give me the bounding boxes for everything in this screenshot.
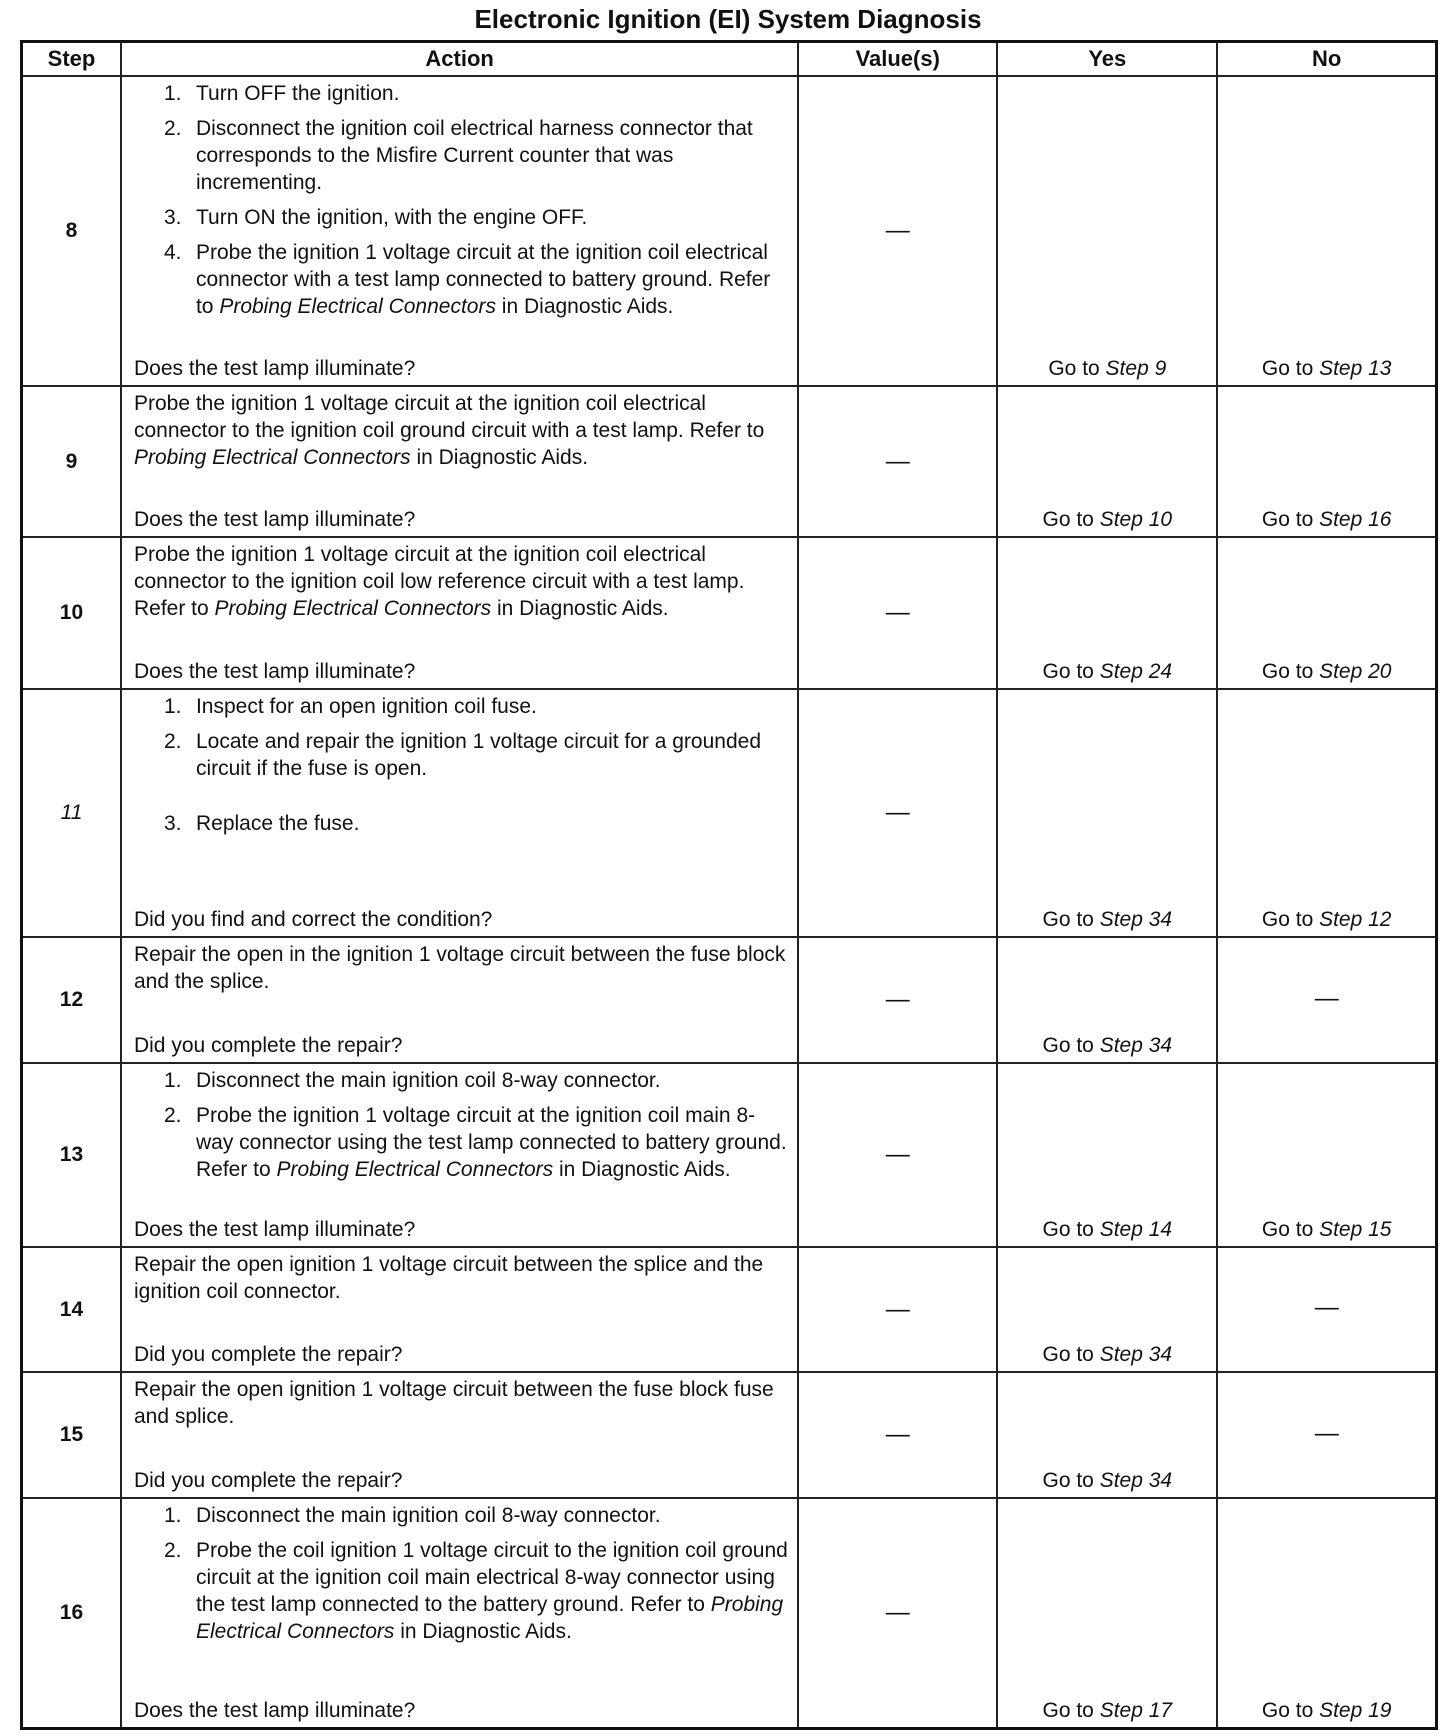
step-list-number: 3.: [163, 812, 182, 836]
table-row: [22, 689, 1437, 937]
step-list-number: 1.: [163, 1503, 182, 1527]
action-step: 3. Turn ON the ignition, with the engine OFF.: [163, 206, 588, 229]
no-cell: Go to Step 13: [1217, 76, 1436, 386]
yes-step-ref: Step 14: [1099, 1218, 1173, 1242]
action-text: Repair the open ignition 1 voltage circuit between the fuse block fuse and splice.: [133, 1378, 774, 1429]
question-text: Does the test lamp illuminate?: [133, 1699, 416, 1722]
yes-step-ref: Step 17: [1099, 1699, 1173, 1722]
action-step: 2. Probe the ignition 1 voltage circuit at the ignition coil main 8-way connector using the test lamp connected to battery ground. Refer to Probing Electrical Connectors in Diagnostic Aids.: [163, 1103, 787, 1181]
column-header-step: Step: [22, 42, 121, 77]
question-text: Does the test lamp illuminate?: [133, 660, 416, 684]
step-number: 13: [22, 1063, 121, 1248]
value-cell: —: [798, 1063, 997, 1248]
column-header-action: Action: [121, 42, 798, 77]
step-list-number: 2.: [163, 1103, 182, 1127]
yes-step-ref: Step 24: [1099, 660, 1173, 684]
question-text: Does the test lamp illuminate?: [133, 1218, 416, 1242]
step-number: 12: [22, 937, 121, 1062]
column-header-yes: Yes: [997, 42, 1217, 77]
action-cell: [121, 386, 798, 538]
action-cell: [121, 937, 798, 1062]
yes-step-ref: Step 34: [1099, 908, 1173, 932]
no-cell: —: [1217, 1372, 1436, 1497]
value-cell: —: [798, 386, 997, 538]
action-cell: [121, 537, 798, 689]
table-header-row: [22, 42, 1437, 77]
value-cell: —: [798, 1498, 997, 1729]
action-step: 4. Probe the ignition 1 voltage circuit at the ignition coil electrical connector with a test lamp connected to battery ground. Refer to Probing Electrical Connectors in Diagnostic Aids.: [163, 241, 771, 318]
yes-cell: Go to Step 10: [997, 386, 1217, 538]
action-cell: [121, 76, 798, 386]
no-step-ref: Step 15: [1319, 1218, 1392, 1242]
step-number: 8: [22, 76, 121, 386]
action-cell: [121, 689, 798, 937]
step-number: 16: [22, 1498, 121, 1729]
step-number: 11: [22, 689, 121, 937]
reference-link: Probing Electrical Connectors: [214, 597, 492, 621]
diagnosis-table: [20, 40, 1438, 1730]
question-text: Does the test lamp illuminate?: [133, 356, 416, 380]
action-step: 2. Probe the coil ignition 1 voltage circuit to the ignition coil ground circuit at the ignition coil main electrical 8-way connector using the test lamp connected to the battery ground. Refer to Probing Electrical Connectors in Diagnostic Aids.: [163, 1538, 788, 1643]
value-cell: —: [798, 1247, 997, 1372]
no-cell: Go to Step 12: [1217, 689, 1436, 937]
yes-cell: Go to Step 34: [997, 937, 1217, 1062]
step-list-number: 4.: [163, 241, 182, 264]
yes-step-ref: Step 34: [1099, 1033, 1173, 1057]
yes-cell: Go to Step 24: [997, 537, 1217, 689]
table-row: [22, 537, 1437, 689]
reference-link: Probing Electrical Connectors: [195, 1592, 784, 1643]
table-row: [22, 1372, 1437, 1497]
action-steps-list: [134, 1067, 789, 1217]
question-text: Did you complete the repair?: [133, 1033, 403, 1057]
value-cell: —: [798, 76, 997, 386]
table-row: [22, 1063, 1437, 1248]
reference-link: Probing Electrical Connectors: [219, 295, 496, 318]
action-step: 1. Disconnect the main ignition coil 8-way connector.: [163, 1503, 661, 1527]
step-number: 15: [22, 1372, 121, 1497]
yes-cell: Go to Step 17: [997, 1498, 1217, 1729]
action-text: Probe the ignition 1 voltage circuit at the ignition coil electrical connector to the ignition coil ground circuit with a test lamp. Refer to Probing Electrical Connectors in Diagnostic Aids.: [133, 391, 765, 469]
step-number: 10: [22, 537, 121, 689]
action-text: Repair the open ignition 1 voltage circuit between the splice and the ignition coil connector.: [133, 1253, 764, 1304]
no-step-ref: Step 16: [1319, 508, 1392, 532]
action-step: 1. Disconnect the main ignition coil 8-way connector.: [163, 1068, 661, 1092]
yes-cell: Go to Step 34: [997, 689, 1217, 937]
reference-link: Probing Electrical Connectors: [276, 1157, 554, 1181]
no-cell: Go to Step 20: [1217, 537, 1436, 689]
value-cell: —: [798, 689, 997, 937]
table-row: [22, 937, 1437, 1062]
no-step-ref: Step 19: [1319, 1699, 1392, 1722]
yes-cell: Go to Step 14: [997, 1063, 1217, 1248]
no-step-ref: Step 20: [1319, 660, 1392, 684]
step-list-number: 3.: [163, 206, 182, 229]
yes-step-ref: Step 34: [1099, 1343, 1173, 1367]
step-list-number: 1.: [163, 1068, 182, 1092]
step-list-number: 1.: [163, 82, 182, 105]
step-list-number: 2.: [163, 117, 182, 140]
step-list-number: 2.: [163, 1538, 182, 1562]
action-step: 2. Disconnect the ignition coil electrical harness connector that corresponds to the Misfire Current counter that was incrementing.: [163, 117, 753, 194]
question-text: Did you complete the repair?: [133, 1468, 403, 1492]
column-header-no: No: [1217, 42, 1436, 77]
action-step: 1. Inspect for an open ignition coil fuse.: [163, 695, 537, 719]
step-number: 14: [22, 1247, 121, 1372]
table-row: [22, 1498, 1437, 1729]
yes-step-ref: Step 10: [1099, 508, 1173, 532]
action-cell: [121, 1372, 798, 1497]
yes-step-ref: Step 9: [1105, 356, 1167, 380]
yes-cell: Go to Step 34: [997, 1372, 1217, 1497]
yes-cell: Go to Step 9: [997, 76, 1217, 386]
no-cell: —: [1217, 937, 1436, 1062]
question-text: Did you complete the repair?: [133, 1343, 403, 1367]
step-number: 9: [22, 386, 121, 538]
action-text: Probe the ignition 1 voltage circuit at the ignition coil electrical connector to the ignition coil low reference circuit with a test lamp. Refer to Probing Electrical Connectors in Diagnostic Aids.: [133, 543, 745, 621]
no-cell: —: [1217, 1247, 1436, 1372]
value-cell: —: [798, 537, 997, 689]
question-text: Does the test lamp illuminate?: [133, 508, 416, 532]
value-cell: —: [798, 1372, 997, 1497]
no-step-ref: Step 12: [1319, 908, 1392, 932]
page-title: Electronic Ignition (EI) System Diagnosis: [474, 4, 982, 34]
yes-step-ref: Step 34: [1099, 1468, 1173, 1492]
no-cell: Go to Step 16: [1217, 386, 1436, 538]
question-text: Did you find and correct the condition?: [133, 908, 493, 932]
step-list-number: 1.: [163, 695, 182, 719]
action-cell: [121, 1247, 798, 1372]
reference-link: Probing Electrical Connectors: [133, 445, 411, 469]
table-row: [22, 76, 1437, 386]
table-row: [22, 1247, 1437, 1372]
action-step: 1. Turn OFF the ignition.: [163, 82, 400, 105]
no-step-ref: Step 13: [1319, 356, 1392, 380]
action-cell: [121, 1498, 798, 1729]
action-step: 2. Locate and repair the ignition 1 voltage circuit for a grounded circuit if the fuse is open.: [163, 730, 761, 781]
no-cell: Go to Step 19: [1217, 1498, 1436, 1729]
action-steps-list: [134, 693, 789, 906]
no-cell: Go to Step 15: [1217, 1063, 1436, 1248]
table-row: [22, 386, 1437, 538]
action-step: 3. Replace the fuse.: [163, 812, 360, 836]
column-header-values: Value(s): [798, 42, 997, 77]
step-list-number: 2.: [163, 730, 182, 754]
action-steps-list: [134, 80, 789, 355]
action-text: Repair the open in the ignition 1 voltage circuit between the fuse block and the splice.: [133, 943, 786, 994]
action-cell: [121, 1063, 798, 1248]
action-steps-list: [134, 1502, 789, 1697]
yes-cell: Go to Step 34: [997, 1247, 1217, 1372]
value-cell: —: [798, 937, 997, 1062]
